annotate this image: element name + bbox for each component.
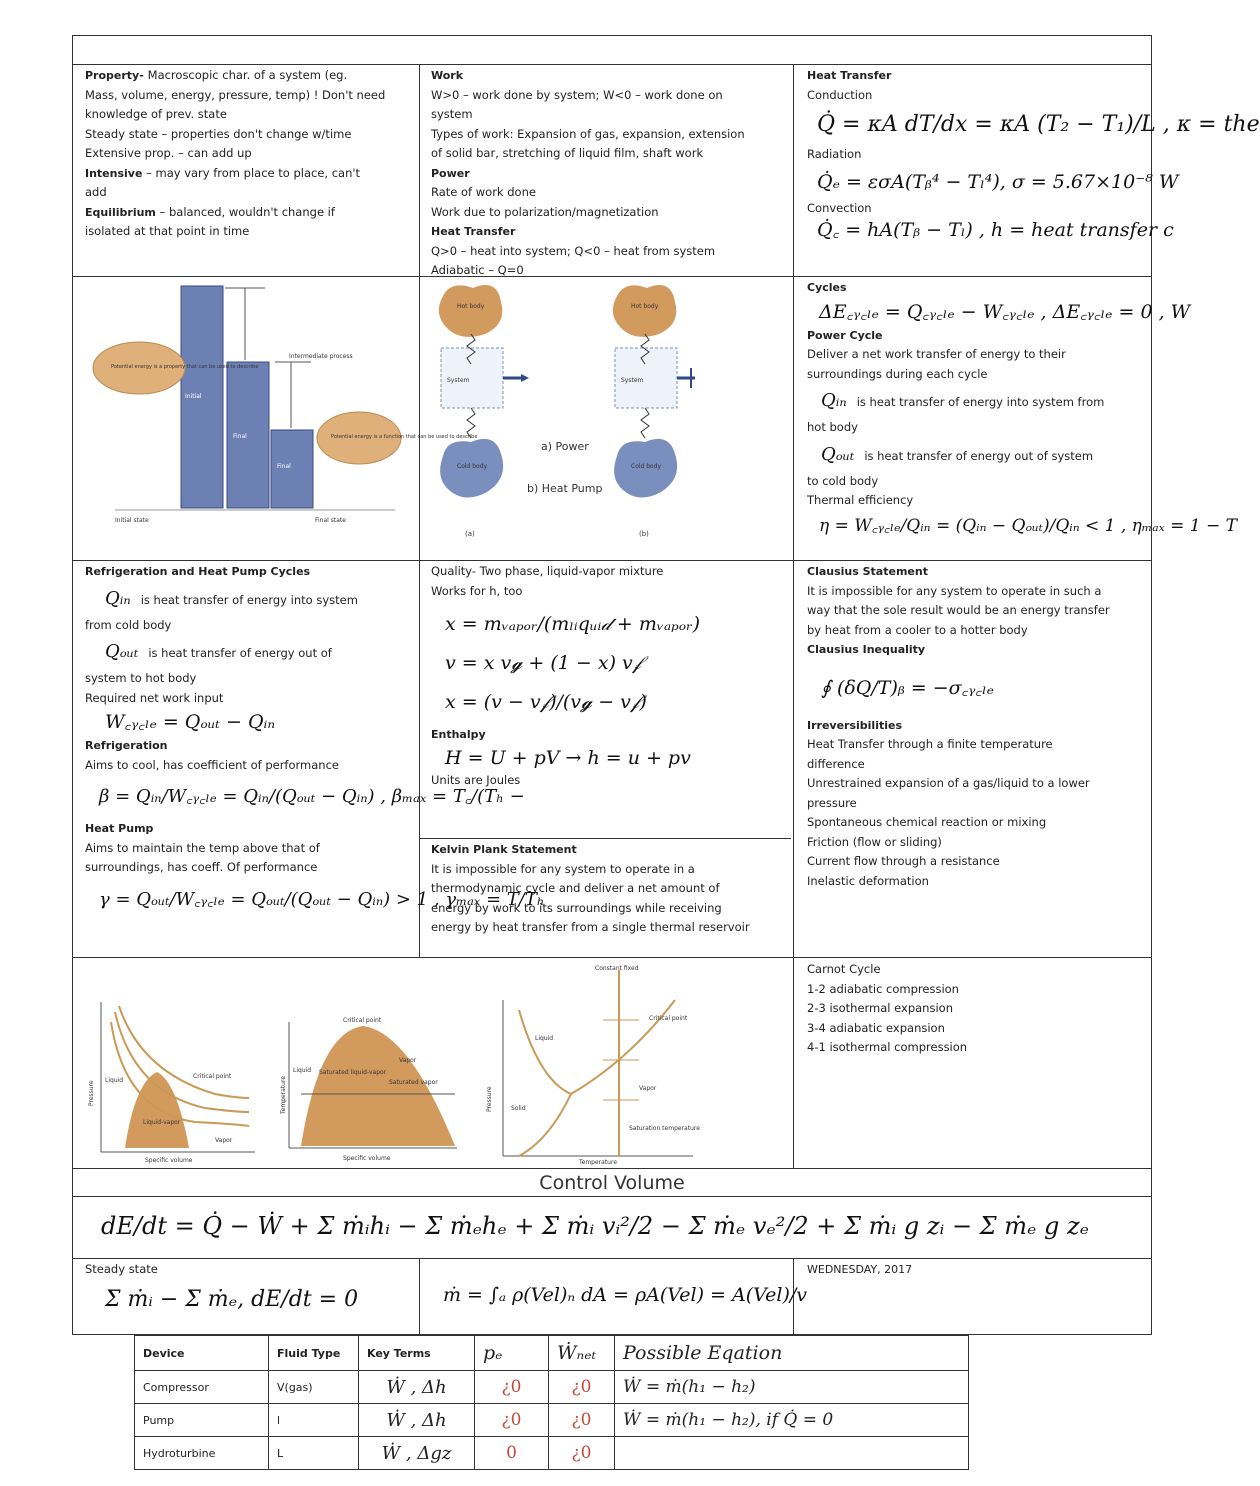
column-header: Device (135, 1336, 269, 1371)
text-line: Radiation (807, 147, 862, 161)
text-line: Steady state – properties don't change w/time (85, 126, 352, 141)
table-cell: Ẇ , Δgz (359, 1437, 475, 1470)
text-line: Unrestrained expansion of a gas/liquid to a lower (807, 776, 1090, 790)
quality-equation: x = mᵥₐₚₒᵣ/(mₗᵢqᵤᵢ𝒹 + mᵥₐₚₒᵣ) (445, 613, 701, 635)
tv-diagram (279, 962, 465, 1162)
bar-label: Initial (185, 393, 202, 400)
table-cell: l (269, 1404, 359, 1437)
text-line: energy by heat transfer from a single thermal reservoir (431, 920, 750, 934)
grid-line (73, 1168, 1151, 1169)
section-heading: Power (431, 166, 470, 180)
grid-line (419, 64, 420, 957)
text-line: add (85, 185, 107, 199)
region-label: Constant fixed (595, 965, 639, 972)
text-line: Conduction (807, 87, 873, 102)
column-header: Key Terms (359, 1336, 475, 1371)
text-line: Convection (807, 200, 872, 215)
text-line: Works for h, too (431, 583, 523, 598)
region-label: Liquid (293, 1067, 312, 1074)
text-line: Units are Joules (431, 772, 521, 787)
table-header-row (135, 1336, 969, 1371)
hot-body-b (613, 285, 676, 337)
section-heading: Heat Pump (85, 822, 154, 835)
text-line: Mass, volume, energy, pressure, temp) ! Don't need (85, 87, 386, 102)
text-line: thermodynamic cycle and deliver a net amount of (431, 881, 720, 895)
beta-equation: β = Qᵢₙ/W꜀ᵧ꜀ₗₑ = Qᵢₙ/(Qₒᵤₜ − Qᵢₙ) , βₘₐₓ = T꜀/(Tₕ − (99, 786, 525, 807)
axis-label: Specific volume (343, 1155, 391, 1162)
column-header: pₑ (475, 1336, 549, 1371)
text-line: Heat Transfer through a finite temperature (807, 737, 1053, 751)
system-label: System (447, 377, 470, 384)
date-cell (807, 1260, 1151, 1334)
column-header: Fluid Type (269, 1336, 359, 1371)
grid-line (73, 957, 1151, 958)
section-heading: Enthalpy (431, 728, 486, 741)
text-line: 4-1 isothermal compression (807, 1040, 968, 1054)
section-heading: Clausius Statement (807, 565, 928, 578)
text-line: difference (807, 756, 865, 771)
property-cell (85, 66, 415, 274)
caption: (b) (639, 530, 649, 538)
table-cell: Pump (135, 1404, 269, 1437)
axis-label: Temperature (579, 1159, 618, 1166)
text-line: system (431, 107, 473, 121)
pt-diagram (479, 960, 699, 1164)
region-label: Liquid-vapor (143, 1119, 181, 1126)
text-line: of solid bar, stretching of liquid film, shaft work (431, 146, 704, 160)
quality-cell (431, 562, 791, 836)
region-label: Vapor (215, 1137, 233, 1144)
region-label: Saturation temperature (629, 1125, 700, 1132)
text-line: Work due to polarization/magnetization (431, 204, 659, 219)
column-header: Possible Eqation (615, 1336, 969, 1371)
cheat-sheet (72, 35, 1260, 1335)
system-label: System (621, 377, 644, 384)
text-line: hot body (807, 420, 858, 434)
region-label: Critical point (649, 1015, 688, 1022)
table-cell: ¿0 (549, 1437, 615, 1470)
table-cell: Ẇ = ṁ(h₁ − h₂) (615, 1371, 969, 1404)
text-line: Thermal efficiency (807, 493, 914, 507)
text-line: It is impossible for any system to operate in such a (807, 583, 1102, 598)
text-line: system to hot body (85, 671, 197, 685)
text-line: Extensive prop. – can add up (85, 146, 252, 160)
table-cell: 0 (475, 1437, 549, 1470)
text-line: Qₒᵤₜ is heat transfer of energy out of system (821, 443, 1094, 465)
text-line: Qₒᵤₜ is heat transfer of energy out of (105, 641, 332, 662)
text-line: 2-3 isothermal expansion (807, 1001, 953, 1015)
text-line: isolated at that point in time (85, 224, 250, 238)
grid-line (73, 64, 1151, 65)
text-line: surroundings during each cycle (807, 366, 988, 381)
region-label: Critical point (193, 1073, 232, 1080)
text-line: 1-2 adiabatic compression (807, 981, 959, 996)
text-line: Friction (flow or sliding) (807, 834, 942, 849)
text-line: Qᵢₙ is heat transfer of energy into system (105, 587, 358, 609)
table-cell: Ẇ , Δh (359, 1371, 475, 1404)
hot-body-label: Hot body (631, 303, 659, 310)
cycle-schematic-figure (421, 278, 791, 558)
power-label: a) Power (541, 440, 589, 453)
text-line: Steady state (85, 1262, 158, 1276)
text-line: way that the sole result would be an energy transfer (807, 603, 1110, 617)
specific-volume-equation: v = x v𝓰 + (1 − x) v𝒻 (445, 652, 642, 674)
table-cell: Ẇ , Δh (359, 1404, 475, 1437)
table-row (135, 1371, 969, 1404)
table-cell: ¿0 (475, 1404, 549, 1437)
convection-equation: Q̇꜀ = hA(Tᵦ − Tₗ) , h = heat transfer c (817, 219, 1174, 241)
kelvin-planck-cell (431, 840, 791, 955)
grid-line (73, 1258, 1151, 1259)
top-label: Intermediate process (289, 353, 353, 360)
text-line: 3-4 adiabatic expansion (807, 1020, 945, 1035)
table-cell: Compressor (135, 1371, 269, 1404)
grid-line (73, 1196, 1151, 1197)
quality-equation-2: x = (v − v𝒻)/(v𝓰 − v𝒻) (445, 691, 647, 713)
cycle-equation: ΔE꜀ᵧ꜀ₗₑ = Q꜀ᵧ꜀ₗₑ − W꜀ᵧ꜀ₗₑ , ΔE꜀ᵧ꜀ₗₑ = 0 , W (819, 300, 1191, 323)
enthalpy-equation: H = U + pV → h = u + pv (445, 746, 691, 769)
text-line: Property- Macroscopic char. of a system (eg. (85, 68, 348, 82)
text-line: to cold body (807, 473, 879, 488)
grid-line (793, 64, 794, 1168)
heat-transfer-cell (807, 66, 1260, 274)
text-line: Deliver a net work transfer of energy to their (807, 347, 1066, 361)
region-label: Vapor (399, 1057, 417, 1064)
table-cell: ¿0 (549, 1404, 615, 1437)
text-line: Aims to maintain the temp above that of (85, 840, 320, 855)
bubble-text: Potential energy is a property that can be used to describe (111, 364, 259, 370)
text-line: Q>0 – heat into system; Q<0 – heat from system (431, 243, 716, 258)
region-label: Vapor (639, 1085, 657, 1092)
two-phase-dome (125, 1072, 189, 1148)
section-heading: Heat Transfer (431, 225, 516, 238)
text-line: It is impossible for any system to operate in a (431, 861, 695, 876)
section-heading: Refrigeration and Heat Pump Cycles (85, 565, 311, 578)
table-row (135, 1437, 969, 1470)
control-volume-title: Control Volume (539, 1172, 685, 1194)
text-line: by heat from a cooler to a hotter body (807, 622, 1028, 637)
axis-label: Pressure (486, 1086, 493, 1112)
axis-label: Pressure (88, 1080, 95, 1106)
text-line: Rate of work done (431, 185, 536, 199)
energy-balance-equation: dE/dt = Q̇ − Ẇ + Σ ṁᵢhᵢ − Σ ṁₑhₑ + Σ ṁᵢ vᵢ²/2 − Σ ṁₑ vₑ²/2 + Σ ṁᵢ g zᵢ − Σ ṁₑ g zₑ (101, 1212, 1089, 1240)
table-cell: ¿0 (475, 1371, 549, 1404)
work-cell (431, 66, 791, 277)
mass-flow-cell (443, 1260, 807, 1334)
region-label: Liquid (105, 1077, 124, 1084)
section-heading: Clausius Inequality (807, 643, 926, 656)
text-line: Types of work: Expansion of gas, expansion, extension (431, 126, 745, 141)
text-line: Quality- Two phase, liquid-vapor mixture (431, 564, 664, 578)
bubble-text: Potential energy is a function that can be used to describe (331, 434, 478, 440)
bar-label: Final (277, 463, 291, 470)
bottom-label: Initial state (115, 517, 149, 524)
mass-flow-equation: ṁ = ∫ₐ ρ(Vel)ₙ dA = ρA(Vel) = A(Vel)/v (443, 1284, 807, 1306)
text-line: W>0 – work done by system; W<0 – work done on (431, 87, 723, 102)
text-line: Spontaneous chemical reaction or mixing (807, 815, 1047, 829)
text-line: knowledge of prev. state (85, 107, 227, 121)
radiation-equation: Q̇ₑ = εσA(Tᵦ⁴ − Tₗ⁴), σ = 5.67×10⁻⁸ W (817, 170, 1179, 193)
bar-label: Final (233, 433, 247, 440)
table-cell: ¿0 (549, 1371, 615, 1404)
region-label: Saturated liquid-vapor (319, 1069, 387, 1076)
text-line: Required net work input (85, 690, 224, 705)
region-label: Saturated vapor (389, 1079, 438, 1086)
section-heading: Heat Transfer (807, 69, 892, 82)
steady-state-equation: Σ ṁᵢ − Σ ṁₑ, dE/dt = 0 (105, 1286, 359, 1312)
text-line: from cold body (85, 617, 172, 632)
cycles-cell (807, 278, 1237, 558)
pv-diagram (85, 962, 265, 1162)
region-label: Liquid (535, 1035, 554, 1042)
section-heading: Irreversibilities (807, 718, 902, 732)
text-line: energy by work to its surroundings while receiving (431, 900, 722, 915)
text-line: Intensive – may vary from place to place, can't (85, 165, 361, 180)
work-equation: W꜀ᵧ꜀ₗₑ = Qₒᵤₜ − Qᵢₙ (105, 711, 276, 733)
text-line: Equilibrium – balanced, wouldn't change if (85, 204, 335, 219)
cold-body-label: Cold body (631, 463, 662, 470)
axis-label: Temperature (280, 1075, 287, 1114)
gamma-equation: γ = Qₒᵤₜ/W꜀ᵧ꜀ₗₑ = Qₒᵤₜ/(Qₒᵤₜ − Qᵢₙ) > 1 , γₘₐₓ = T/Tₕ (99, 888, 545, 910)
table-cell (615, 1437, 969, 1470)
bottom-label: Final state (315, 517, 346, 524)
text-line: Current flow through a resistance (807, 854, 1000, 868)
section-heading: Power Cycle (807, 328, 883, 342)
conduction-equation: Q̇ = κA dT/dx = κA (T₂ − T₁)/L , κ = the (817, 112, 1260, 137)
region-label: Solid (511, 1105, 526, 1112)
heat-pump-label: b) Heat Pump (527, 482, 603, 495)
section-heading: Carnot Cycle (807, 962, 881, 976)
text-line: Qᵢₙ is heat transfer of energy into system from (821, 390, 1105, 411)
table-cell: L (269, 1437, 359, 1470)
two-phase-dome (301, 1026, 455, 1146)
axis-label: Specific volume (145, 1157, 193, 1164)
table-cell: V(gas) (269, 1371, 359, 1404)
cold-body-label: Cold body (457, 463, 488, 470)
clausius-inequality: ∮ (δQ/T)ᵦ = −σ꜀ᵧ꜀ₗₑ (821, 676, 994, 699)
text-line: Adiabatic – Q=0 (431, 263, 524, 277)
text-line: pressure (807, 795, 857, 810)
column-header: Ẇₙₑₜ (549, 1336, 615, 1371)
section-heading: Cycles (807, 281, 847, 294)
grid-line (73, 560, 1151, 561)
text-line: surroundings, has coeff. Of performance (85, 860, 318, 874)
device-table (134, 1335, 969, 1470)
table-cell: Hydroturbine (135, 1437, 269, 1470)
hot-body-label: Hot body (457, 303, 485, 310)
region-label: Critical point (343, 1017, 382, 1024)
grid-line (419, 1258, 420, 1336)
table-row (135, 1404, 969, 1437)
date-text: WEDNESDAY, 2017 (807, 1263, 913, 1276)
section-heading: Refrigeration (85, 739, 168, 752)
section-heading: Kelvin Plank Statement (431, 843, 577, 856)
text-line: Inelastic deformation (807, 873, 929, 888)
efficiency-equation: η = W꜀ᵧ꜀ₗₑ/Qᵢₙ = (Qᵢₙ − Qₒᵤₜ)/Qᵢₙ < 1 , ηₘₐₓ = 1 − T (819, 515, 1237, 536)
steady-state-cell (85, 1260, 417, 1334)
clausius-cell (807, 562, 1151, 955)
carnot-cell (807, 960, 1151, 1166)
table-cell: Ẇ = ṁ(h₁ − h₂), if Q̇ = 0 (615, 1404, 969, 1437)
section-heading: Work (431, 69, 464, 82)
text-line: Aims to cool, has coefficient of performance (85, 757, 339, 772)
grid-line (419, 838, 791, 839)
hot-body-a (439, 285, 502, 337)
caption: (a) (465, 530, 475, 538)
